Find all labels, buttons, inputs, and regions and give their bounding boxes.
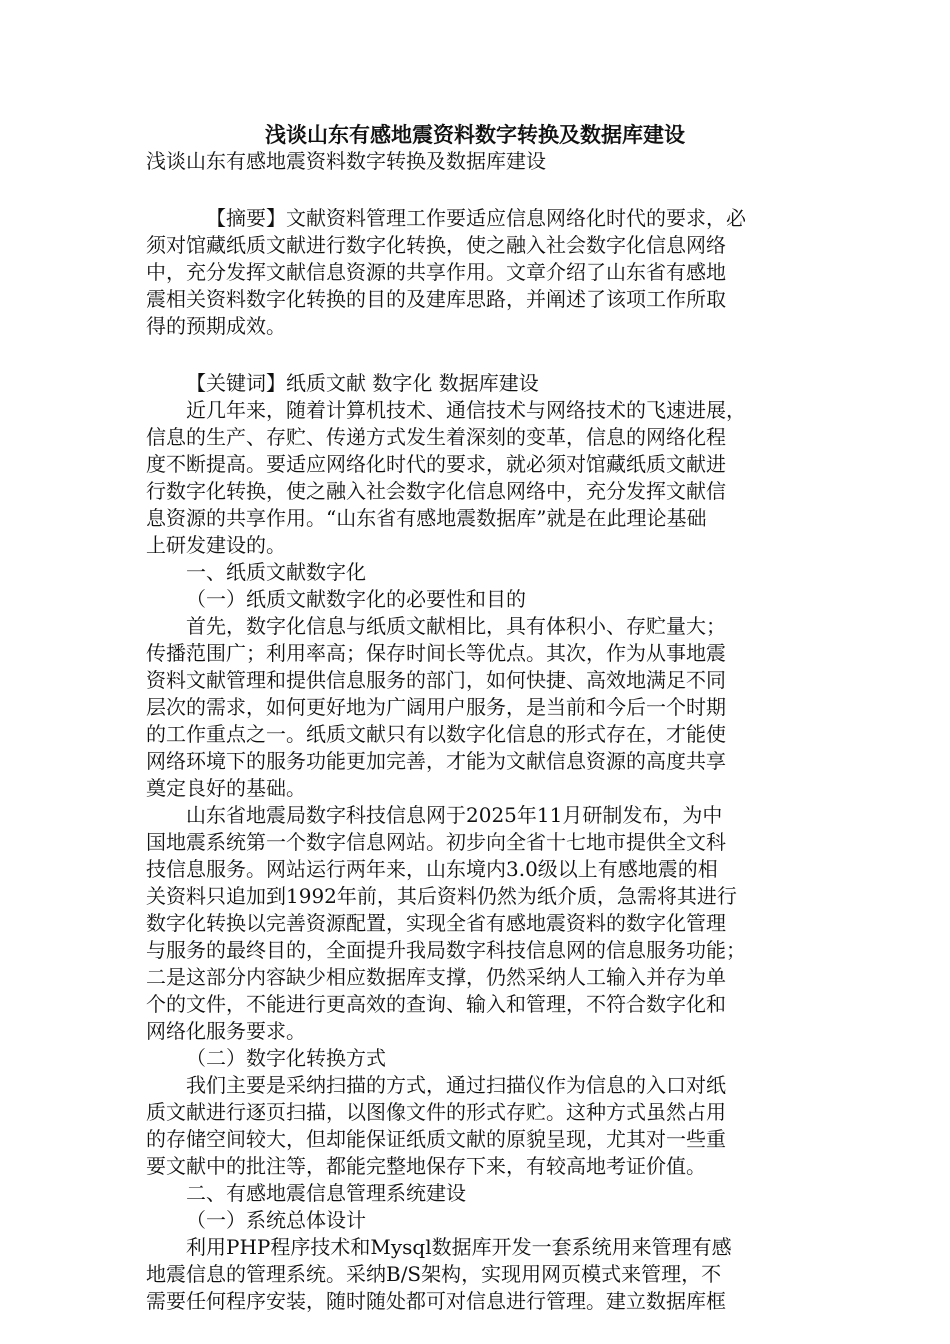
paragraph-line: 关资料只追加到1992年前，其后资料仍然为纸介质，急需将其进行 [146,884,737,908]
paragraph-line: 上研发建设的。 [146,533,286,557]
paragraph [146,613,806,802]
paragraph-line: 网络化服务要求。 [146,1019,306,1043]
keywords: 【关键词】纸质文献 数字化 数据库建设 [186,371,539,395]
abstract-line: 须对馆藏纸质文献进行数字化转换，使之融入社会数字化信息网络 [146,233,726,257]
paragraph-line: 需要任何程序安装，随时随处都可对信息进行管理。建立数据库框 [146,1289,726,1313]
section-heading: 一、纸质文献数字化 [186,560,366,584]
paragraph-line: 山东省地震局数字科技信息网于2025年11月研制发布，为中 [186,803,723,827]
spacer [146,340,806,370]
subsection-heading: （一）系统总体设计 [186,1208,366,1232]
paragraph-line: 个的文件，不能进行更高效的查询、输入和管理，不符合数字化和 [146,992,726,1016]
paragraph-line: 我们主要是采纳扫描的方式，通过扫描仪作为信息的入口对纸 [186,1073,726,1097]
paragraph-line: 息资源的共享作用。“山东省有感地震数据库”就是在此理论基础 [146,506,707,530]
paragraph-line: 传播范围广；利用率高；保存时间长等优点。其次，作为从事地震 [146,641,726,665]
paragraph-line: 要文献中的批注等，都能完整地保存下来，有较高地考证价值。 [146,1154,706,1178]
abstract [146,205,806,340]
abstract-line: 中，充分发挥文献信息资源的共享作用。文章介绍了山东省有感地 [146,260,726,284]
paragraph-line: 数字化转换以完善资源配置，实现全省有感地震资料的数字化管理 [146,911,726,935]
paragraph-line: 首先，数字化信息与纸质文献相比，具有体积小、存贮量大； [186,614,726,638]
paragraph-line: 地震信息的管理系统。采纳B/S架构，实现用网页模式来管理，不 [146,1262,722,1286]
paragraph-line: 网络环境下的服务功能更加完善，才能为文献信息资源的高度共享 [146,749,726,773]
paragraph-line: 的工作重点之一。纸质文献只有以数字化信息的形式存在，才能使 [146,722,726,746]
paragraph [146,1072,806,1180]
paragraph-line: 二是这部分内容缺少相应数据库支撑，仍然采纳人工输入并存为单 [146,965,726,989]
paragraph-line: 技信息服务。网站运行两年来，山东境内3.0级以上有感地震的相 [146,857,718,881]
paragraph-line: 度不断提高。要适应网络化时代的要求，就必须对馆藏纸质文献进 [146,452,726,476]
spacer [146,175,806,205]
paragraph-line: 信息的生产、存贮、传递方式发生着深刻的变革，信息的网络化程 [146,425,726,449]
section-heading: 二、有感地震信息管理系统建设 [186,1181,466,1205]
paragraph-line: 近几年来，随着计算机技术、通信技术与网络技术的飞速进展， [186,398,746,422]
subsection-heading: （二）数字化转换方式 [186,1046,386,1070]
document-title: 浅谈山东有感地震资料数字转换及数据库建设 [265,122,685,147]
paragraph-line: 的存储空间较大，但却能保证纸质文献的原貌呈现，尤其对一些重 [146,1127,726,1151]
paragraph-line: 利用PHP程序技术和Mysql数据库开发一套系统用来管理有感 [186,1235,732,1259]
abstract-line: 震相关资料数字化转换的目的及建库思路，并阐述了该项工作所取 [146,287,726,311]
abstract-line: 【摘要】文献资料管理工作要适应信息网络化时代的要求，必 [206,206,746,230]
paragraph-line: 资料文献管理和提供信息服务的部门，如何快捷、高效地满足不同 [146,668,726,692]
paragraph-line: 层次的需求，如何更好地为广阔用户服务，是当前和今后一个时期 [146,695,726,719]
document-body [146,148,806,1315]
subsection-heading: （一）纸质文献数字化的必要性和目的 [186,587,526,611]
paragraph-line: 质文献进行逐页扫描，以图像文件的形式存贮。这种方式虽然占用 [146,1100,726,1124]
intro-paragraph [146,397,806,559]
abstract-line: 得的预期成效。 [146,314,286,338]
paragraph-line: 行数字化转换，使之融入社会数字化信息网络中，充分发挥文献信 [146,479,726,503]
paragraph-line: 国地震系统第一个数字信息网站。初步向全省十七地市提供全文科 [146,830,726,854]
paragraph-line: 与服务的最终目的，全面提升我局数字科技信息网的信息服务功能； [146,938,746,962]
document-subtitle: 浅谈山东有感地震资料数字转换及数据库建设 [146,149,546,173]
paragraph [146,1234,806,1315]
paragraph [146,802,806,1045]
paragraph-line: 奠定良好的基础。 [146,776,306,800]
